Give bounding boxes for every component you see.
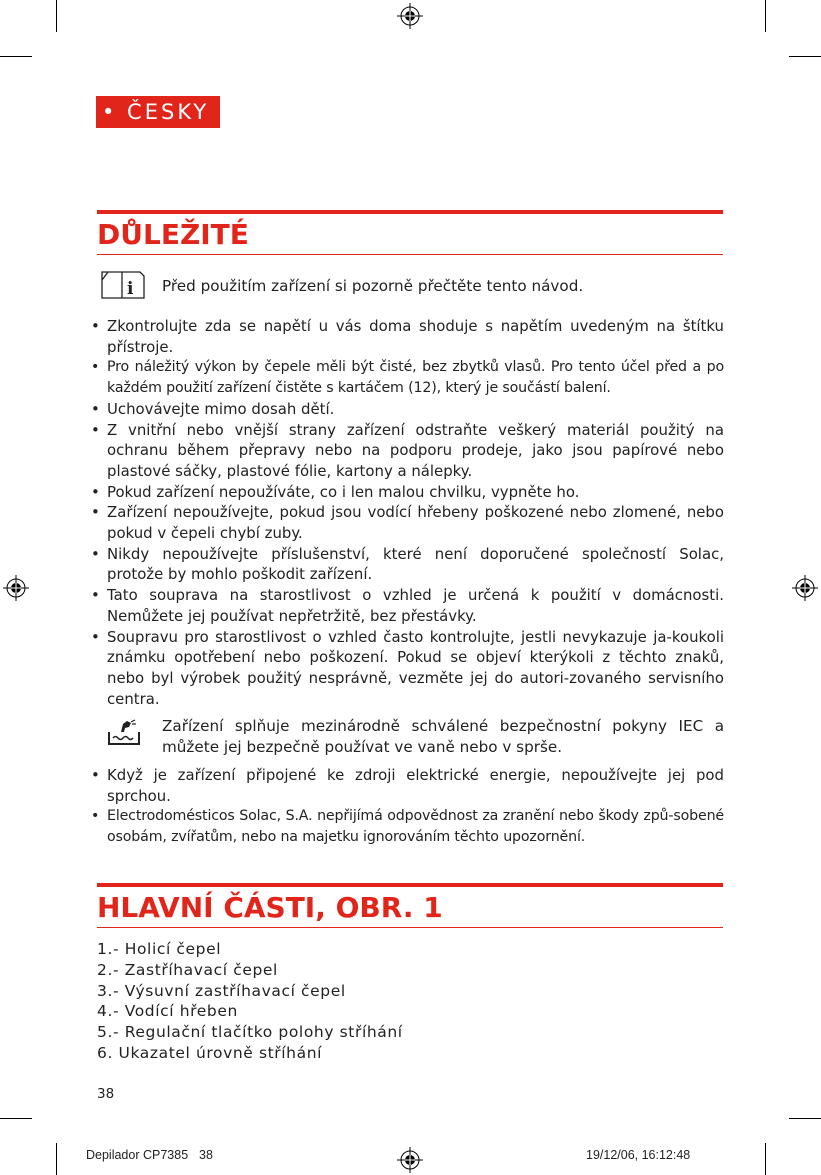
list-item: • Electrodomésticos Solac, S.A. nepřijímá odpovědnost za zranění nebo škody způ-sobené osobám, zvířatům, nebo na majetku ignorováním těchto upozornění.	[84, 806, 724, 847]
safety-warnings-list-continued	[84, 765, 724, 848]
registration-mark-icon	[397, 1147, 423, 1173]
list-item: • Zkontrolujte zda se napětí u vás doma shoduje s napětím uvedeným na štítku přístroje.	[84, 316, 724, 357]
registration-mark-icon	[3, 575, 29, 601]
main-parts-title: HLAVNÍ ČÁSTI, OBR. 1	[97, 891, 443, 924]
crop-mark	[765, 0, 766, 32]
list-item: 6. Ukazatel úrovně stříhání	[97, 1043, 323, 1062]
list-item: 4.- Vodící hřeben	[97, 1002, 238, 1021]
read-manual-icon	[100, 270, 146, 300]
list-item: • Uchovávejte mimo dosah dětí.	[84, 399, 724, 420]
language-badge: • ČESKY	[96, 96, 220, 128]
bath-water-icon	[107, 718, 141, 750]
list-item: • Zařízení nepoužívejte, pokud jsou vodící hřebeny poškozené nebo zlomené, nebo pokud v čepeli chybí zuby.	[84, 502, 724, 543]
section-underline	[97, 254, 723, 255]
crop-mark	[56, 0, 57, 32]
crop-mark	[0, 1118, 32, 1119]
section-underline	[97, 927, 723, 928]
bath-safety-note: Zařízení splňuje mezinárodně schválené bezpečnostní pokyny IEC a můžete jej bezpečně používat ve vaně nebo v sprše.	[162, 717, 724, 756]
svg-text:i: i	[127, 279, 134, 299]
crop-mark	[789, 56, 821, 57]
footer-file-name: Depilador CP7385	[86, 1148, 189, 1162]
crop-mark	[765, 1143, 766, 1175]
list-item: • Soupravu pro starostlivost o vzhled často kontrolujte, jestli nevykazuje ja-koukoli známku opotřebení nebo poškození. Pokud se objeví kterýkoli z těchto znaků, nebo byl výrobek použitý nesprávně, vezměte jej do autori-zovaného servisního centra.	[84, 627, 724, 710]
list-item: • Tato souprava na starostlivost o vzhled je určená k použití v domácnosti. Nemůžete jej používat nepřetržitě, bez přestávky.	[84, 585, 724, 626]
list-item: • Když je zařízení připojené ke zdroji elektrické energie, nepoužívejte jej pod sprchou.	[84, 765, 724, 806]
footer-page: 38	[199, 1148, 213, 1162]
page-number: 38	[97, 1086, 115, 1102]
crop-mark	[789, 1118, 821, 1119]
list-item: 3.- Výsuvní zastříhavací čepel	[97, 981, 346, 1000]
safety-warnings-list	[84, 316, 724, 709]
main-parts-list	[97, 939, 403, 1064]
crop-mark	[0, 56, 32, 57]
crop-mark	[56, 1143, 57, 1175]
registration-mark-icon	[397, 3, 423, 29]
list-item: 1.- Holicí čepel	[97, 940, 222, 958]
registration-mark-icon	[792, 575, 818, 601]
list-item: 5.- Regulační tlačítko polohy stříhání	[97, 1023, 403, 1042]
section-top-bar	[97, 210, 723, 214]
footer-timestamp: 19/12/06, 16:12:48	[586, 1148, 691, 1162]
list-item: • Pokud zařízení nepoužíváte, co i len malou chvilku, vypněte ho.	[84, 482, 724, 503]
read-manual-note: Před použitím zařízení si pozorně přečtěte tento návod.	[162, 277, 584, 295]
list-item: • Nikdy nepoužívejte příslušenství, které není doporučené společností Solac, protože by mohlo poškodit zařízení.	[84, 544, 724, 585]
important-title: DŮLEŽITÉ	[97, 218, 249, 251]
list-item: • Pro náležitý výkon by čepele měli být čisté, bez zbytků vlasů. Pro tento účel před a po každém použití zařízení čistěte s kartáčem (12), který je součástí balení.	[84, 357, 724, 398]
section-top-bar	[97, 883, 723, 887]
list-item: 2.- Zastříhavací čepel	[97, 960, 278, 979]
list-item: • Z vnitřní nebo vnější strany zařízení odstraňte veškerý materiál použitý na ochranu během přepravy nebo na podporu prodeje, jako jsou papírové nebo plastové sáčky, plastové fólie, kartony a nálepky.	[84, 420, 724, 482]
